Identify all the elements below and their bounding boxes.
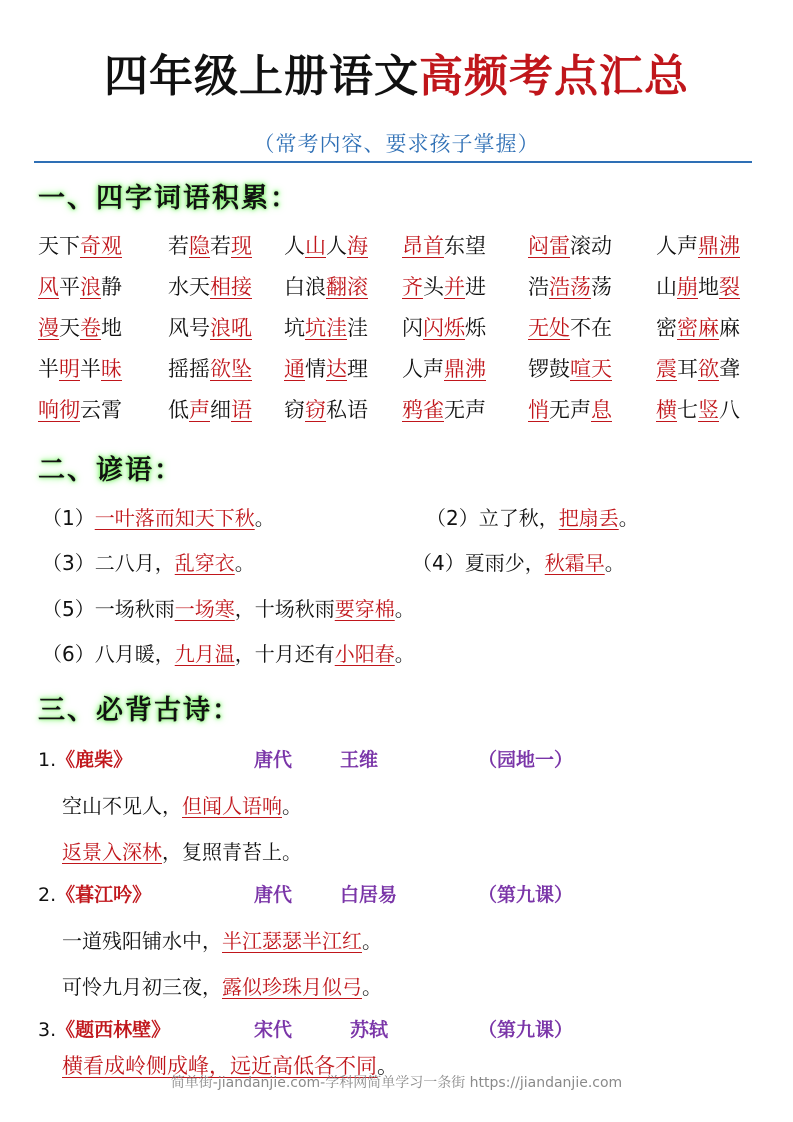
idiom-item bbox=[284, 271, 402, 301]
plain-text: 坑 bbox=[284, 315, 305, 340]
page-title bbox=[0, 52, 793, 102]
idiom-item bbox=[656, 394, 768, 424]
plain-text: 。 bbox=[234, 551, 255, 575]
answer-blank-text: 海 bbox=[347, 233, 368, 258]
idiom-item bbox=[38, 271, 168, 301]
page-subtitle: （常考内容、要求孩子掌握） bbox=[253, 132, 540, 156]
plain-text: 。 bbox=[254, 506, 275, 530]
answer-blank-text: 浪 bbox=[80, 274, 101, 299]
answer-blank-text: 翻滚 bbox=[326, 274, 368, 299]
idiom-item bbox=[168, 271, 284, 301]
plain-text: 人 bbox=[326, 233, 347, 258]
answer-blank-text: 把扇丢 bbox=[558, 506, 619, 530]
plain-text: 天 bbox=[59, 315, 80, 340]
answer-blank-text: 一叶落而知天下秋 bbox=[94, 506, 255, 530]
idiom-item bbox=[528, 353, 656, 383]
idiom-item bbox=[528, 271, 656, 301]
plain-text: 私语 bbox=[326, 397, 368, 422]
answer-blank-text: 喧天 bbox=[570, 356, 612, 381]
plain-text: 人 bbox=[284, 233, 305, 258]
answer-blank-text: 秋霜早 bbox=[544, 551, 605, 575]
idiom-item bbox=[168, 394, 284, 424]
poem-header bbox=[38, 880, 574, 907]
answer-blank-text: 半江瑟瑟半江红 bbox=[222, 929, 362, 953]
idiom-row bbox=[38, 306, 768, 347]
plain-text: 无声 bbox=[444, 397, 486, 422]
answer-blank-text: 卷 bbox=[80, 315, 101, 340]
answer-blank-text: 九月温 bbox=[174, 642, 235, 666]
plain-text: 。 bbox=[394, 642, 415, 666]
answer-blank-text: 息 bbox=[591, 397, 612, 422]
answer-blank-text: 达 bbox=[326, 356, 347, 381]
plain-text: 东望 bbox=[444, 233, 486, 258]
answer-blank-text: 闪烁 bbox=[423, 315, 465, 340]
plain-text: （3）二八月， bbox=[42, 551, 175, 575]
idiom-item bbox=[402, 230, 528, 260]
poem-number: 2. bbox=[38, 884, 57, 906]
plain-text: 一道残阳铺水中， bbox=[62, 929, 222, 953]
plain-text: 锣鼓 bbox=[528, 356, 570, 381]
section-heading-poems: 三、必背古诗： bbox=[38, 695, 241, 726]
plain-text: 。 bbox=[362, 929, 382, 953]
section-heading-proverbs: 二、谚语： bbox=[38, 455, 183, 486]
answer-blank-text: 响彻 bbox=[38, 397, 80, 422]
plain-text: 密 bbox=[656, 315, 677, 340]
poem-number: 3. bbox=[38, 1019, 57, 1041]
answer-blank-text: 明 bbox=[59, 356, 80, 381]
poem-dynasty: 唐代 bbox=[254, 884, 293, 906]
answer-blank-text: 鼎沸 bbox=[444, 356, 486, 381]
poem-title: 《题西林壁》 bbox=[56, 1019, 171, 1041]
answer-blank-text: 竖 bbox=[698, 397, 719, 422]
answer-blank-text: 浪吼 bbox=[210, 315, 252, 340]
proverb-line bbox=[42, 593, 415, 622]
idiom-row bbox=[38, 388, 768, 429]
plain-text: 浩 bbox=[528, 274, 549, 299]
plain-text: 。 bbox=[618, 506, 639, 530]
title-red-part: 高频考点汇总 bbox=[419, 51, 689, 102]
answer-blank-text: 无处 bbox=[528, 315, 570, 340]
answer-blank-text: 并 bbox=[444, 274, 465, 299]
answer-blank-text: 鸦雀 bbox=[402, 397, 444, 422]
plain-text: 水天 bbox=[168, 274, 210, 299]
answer-blank-text: 露似珍珠月似弓 bbox=[222, 975, 362, 999]
proverb-line bbox=[412, 547, 625, 576]
idiom-item bbox=[656, 312, 768, 342]
plain-text: 人声 bbox=[656, 233, 698, 258]
idiom-item bbox=[284, 353, 402, 383]
plain-text: 进 bbox=[465, 274, 486, 299]
idiom-item bbox=[528, 394, 656, 424]
idiom-item bbox=[528, 312, 656, 342]
plain-text: 。 bbox=[362, 975, 382, 999]
answer-blank-text: 裂 bbox=[719, 274, 740, 299]
idiom-item bbox=[284, 230, 402, 260]
plain-text: 情 bbox=[305, 356, 326, 381]
plain-text: 无声 bbox=[549, 397, 591, 422]
idiom-item bbox=[38, 394, 168, 424]
proverb-line bbox=[426, 502, 639, 531]
plain-text: 。 bbox=[394, 597, 415, 621]
plain-text: 云霄 bbox=[80, 397, 122, 422]
idiom-item bbox=[38, 353, 168, 383]
answer-blank-text: 但闻人语响 bbox=[182, 794, 282, 818]
plain-text: （2）立了秋， bbox=[426, 506, 559, 530]
answer-blank-text: 隐 bbox=[189, 233, 210, 258]
answer-blank-text: 横看成岭侧成峰，远近高低各不同 bbox=[62, 1054, 377, 1078]
poem-header bbox=[38, 1015, 574, 1042]
idiom-item bbox=[38, 312, 168, 342]
idiom-item bbox=[168, 230, 284, 260]
answer-blank-text: 相接 bbox=[210, 274, 252, 299]
poem-author: 王维 bbox=[340, 749, 379, 771]
idiom-item bbox=[656, 353, 768, 383]
answer-blank-text: 昧 bbox=[101, 356, 122, 381]
answer-blank-text: 鼎沸 bbox=[698, 233, 740, 258]
plain-text: 空山不见人， bbox=[62, 794, 182, 818]
plain-text: 八 bbox=[719, 397, 740, 422]
poem-title: 《鹿柴》 bbox=[56, 749, 133, 771]
answer-blank-text: 一场寒 bbox=[174, 597, 235, 621]
poem-source: （第九课） bbox=[478, 884, 574, 906]
proverb-line bbox=[42, 547, 255, 576]
poem-line bbox=[62, 790, 302, 819]
plain-text: 。 bbox=[282, 794, 302, 818]
plain-text: （6）八月暖， bbox=[42, 642, 175, 666]
answer-blank-text: 要穿棉 bbox=[334, 597, 395, 621]
idiom-item bbox=[168, 312, 284, 342]
idiom-grid bbox=[38, 224, 768, 429]
plain-text: 聋 bbox=[719, 356, 740, 381]
answer-blank-text: 奇观 bbox=[80, 233, 122, 258]
plain-text: 不在 bbox=[570, 315, 612, 340]
idiom-item bbox=[656, 230, 768, 260]
idiom-row bbox=[38, 265, 768, 306]
plain-text: 低 bbox=[168, 397, 189, 422]
plain-text: （5）一场秋雨 bbox=[42, 597, 175, 621]
idiom-row bbox=[38, 224, 768, 265]
answer-blank-text: 通 bbox=[284, 356, 305, 381]
poem-header bbox=[38, 745, 574, 772]
plain-text: ，十月还有 bbox=[234, 642, 335, 666]
idiom-item bbox=[402, 394, 528, 424]
answer-blank-text: 漫 bbox=[38, 315, 59, 340]
idiom-item bbox=[402, 312, 528, 342]
plain-text: 。 bbox=[377, 1054, 398, 1078]
plain-text: 窃 bbox=[284, 397, 305, 422]
answer-blank-text: 悄 bbox=[528, 397, 549, 422]
poem-author: 白居易 bbox=[340, 884, 398, 906]
plain-text: 荡 bbox=[591, 274, 612, 299]
answer-blank-text: 返景入深林 bbox=[62, 840, 162, 864]
answer-blank-text: 风 bbox=[38, 274, 59, 299]
plain-text: 半 bbox=[38, 356, 59, 381]
plain-text: 地 bbox=[101, 315, 122, 340]
plain-text: （1） bbox=[42, 506, 95, 530]
idiom-item bbox=[284, 312, 402, 342]
plain-text: 耳 bbox=[677, 356, 698, 381]
answer-blank-text: 横 bbox=[656, 397, 677, 422]
plain-text: 静 bbox=[101, 274, 122, 299]
answer-blank-text: 欲坠 bbox=[210, 356, 252, 381]
plain-text: 若 bbox=[210, 233, 231, 258]
answer-blank-text: 乱穿衣 bbox=[174, 551, 235, 575]
answer-blank-text: 浩荡 bbox=[549, 274, 591, 299]
poem-title: 《暮江吟》 bbox=[56, 884, 152, 906]
title-black-part: 四年级上册语文 bbox=[104, 51, 419, 102]
plain-text: 天下 bbox=[38, 233, 80, 258]
answer-blank-text: 窃 bbox=[305, 397, 326, 422]
idiom-item bbox=[528, 230, 656, 260]
idiom-item bbox=[656, 271, 768, 301]
section-heading-idioms: 一、四字词语积累： bbox=[38, 183, 299, 214]
poem-line bbox=[62, 971, 382, 1000]
answer-blank-text: 齐 bbox=[402, 274, 423, 299]
answer-blank-text: 崩 bbox=[677, 274, 698, 299]
answer-blank-text: 欲 bbox=[698, 356, 719, 381]
poem-dynasty: 宋代 bbox=[254, 1019, 293, 1041]
idiom-item bbox=[402, 353, 528, 383]
plain-text: 半 bbox=[80, 356, 101, 381]
idiom-item bbox=[38, 230, 168, 260]
idiom-item bbox=[168, 353, 284, 383]
plain-text: 地 bbox=[698, 274, 719, 299]
plain-text: 若 bbox=[168, 233, 189, 258]
plain-text: 风号 bbox=[168, 315, 210, 340]
plain-text: 山 bbox=[656, 274, 677, 299]
plain-text: 平 bbox=[59, 274, 80, 299]
proverb-line bbox=[42, 638, 415, 667]
plain-text: 七 bbox=[677, 397, 698, 422]
idiom-item bbox=[284, 394, 402, 424]
poem-source: （园地一） bbox=[478, 749, 574, 771]
plain-text: 洼 bbox=[347, 315, 368, 340]
answer-blank-text: 昂首 bbox=[402, 233, 444, 258]
plain-text: 白浪 bbox=[284, 274, 326, 299]
poem-number: 1. bbox=[38, 749, 57, 771]
poem-line bbox=[62, 925, 382, 954]
answer-blank-text: 震 bbox=[656, 356, 677, 381]
proverb-line bbox=[42, 502, 275, 531]
plain-text: 摇摇 bbox=[168, 356, 210, 381]
poem-source: （第九课） bbox=[478, 1019, 574, 1041]
answer-blank-text: 坑洼 bbox=[305, 315, 347, 340]
answer-blank-text: 密麻 bbox=[677, 315, 719, 340]
plain-text: 麻 bbox=[719, 315, 740, 340]
plain-text: ，十场秋雨 bbox=[234, 597, 335, 621]
plain-text: 烁 bbox=[465, 315, 486, 340]
answer-blank-text: 语 bbox=[231, 397, 252, 422]
poem-author: 苏轼 bbox=[350, 1019, 389, 1041]
title-divider bbox=[34, 161, 752, 163]
plain-text: 闪 bbox=[402, 315, 423, 340]
poem-dynasty: 唐代 bbox=[254, 749, 293, 771]
idiom-row bbox=[38, 347, 768, 388]
plain-text: 人声 bbox=[402, 356, 444, 381]
poem-line bbox=[62, 836, 302, 865]
answer-blank-text: 山 bbox=[305, 233, 326, 258]
plain-text: 头 bbox=[423, 274, 444, 299]
plain-text: （4）夏雨少， bbox=[412, 551, 545, 575]
plain-text: 可怜九月初三夜， bbox=[62, 975, 222, 999]
plain-text: 细 bbox=[210, 397, 231, 422]
answer-blank-text: 闷雷 bbox=[528, 233, 570, 258]
plain-text: ，复照青苔上。 bbox=[162, 840, 302, 864]
answer-blank-text: 现 bbox=[231, 233, 252, 258]
answer-blank-text: 声 bbox=[189, 397, 210, 422]
page-footer-watermark: 简单街-jiandanjie.com-学科网简单学习一条街 https://jiandanjie.com bbox=[170, 1075, 623, 1091]
plain-text: 滚动 bbox=[570, 233, 612, 258]
answer-blank-text: 小阳春 bbox=[334, 642, 395, 666]
plain-text: 理 bbox=[347, 356, 368, 381]
plain-text: 。 bbox=[604, 551, 625, 575]
idiom-item bbox=[402, 271, 528, 301]
